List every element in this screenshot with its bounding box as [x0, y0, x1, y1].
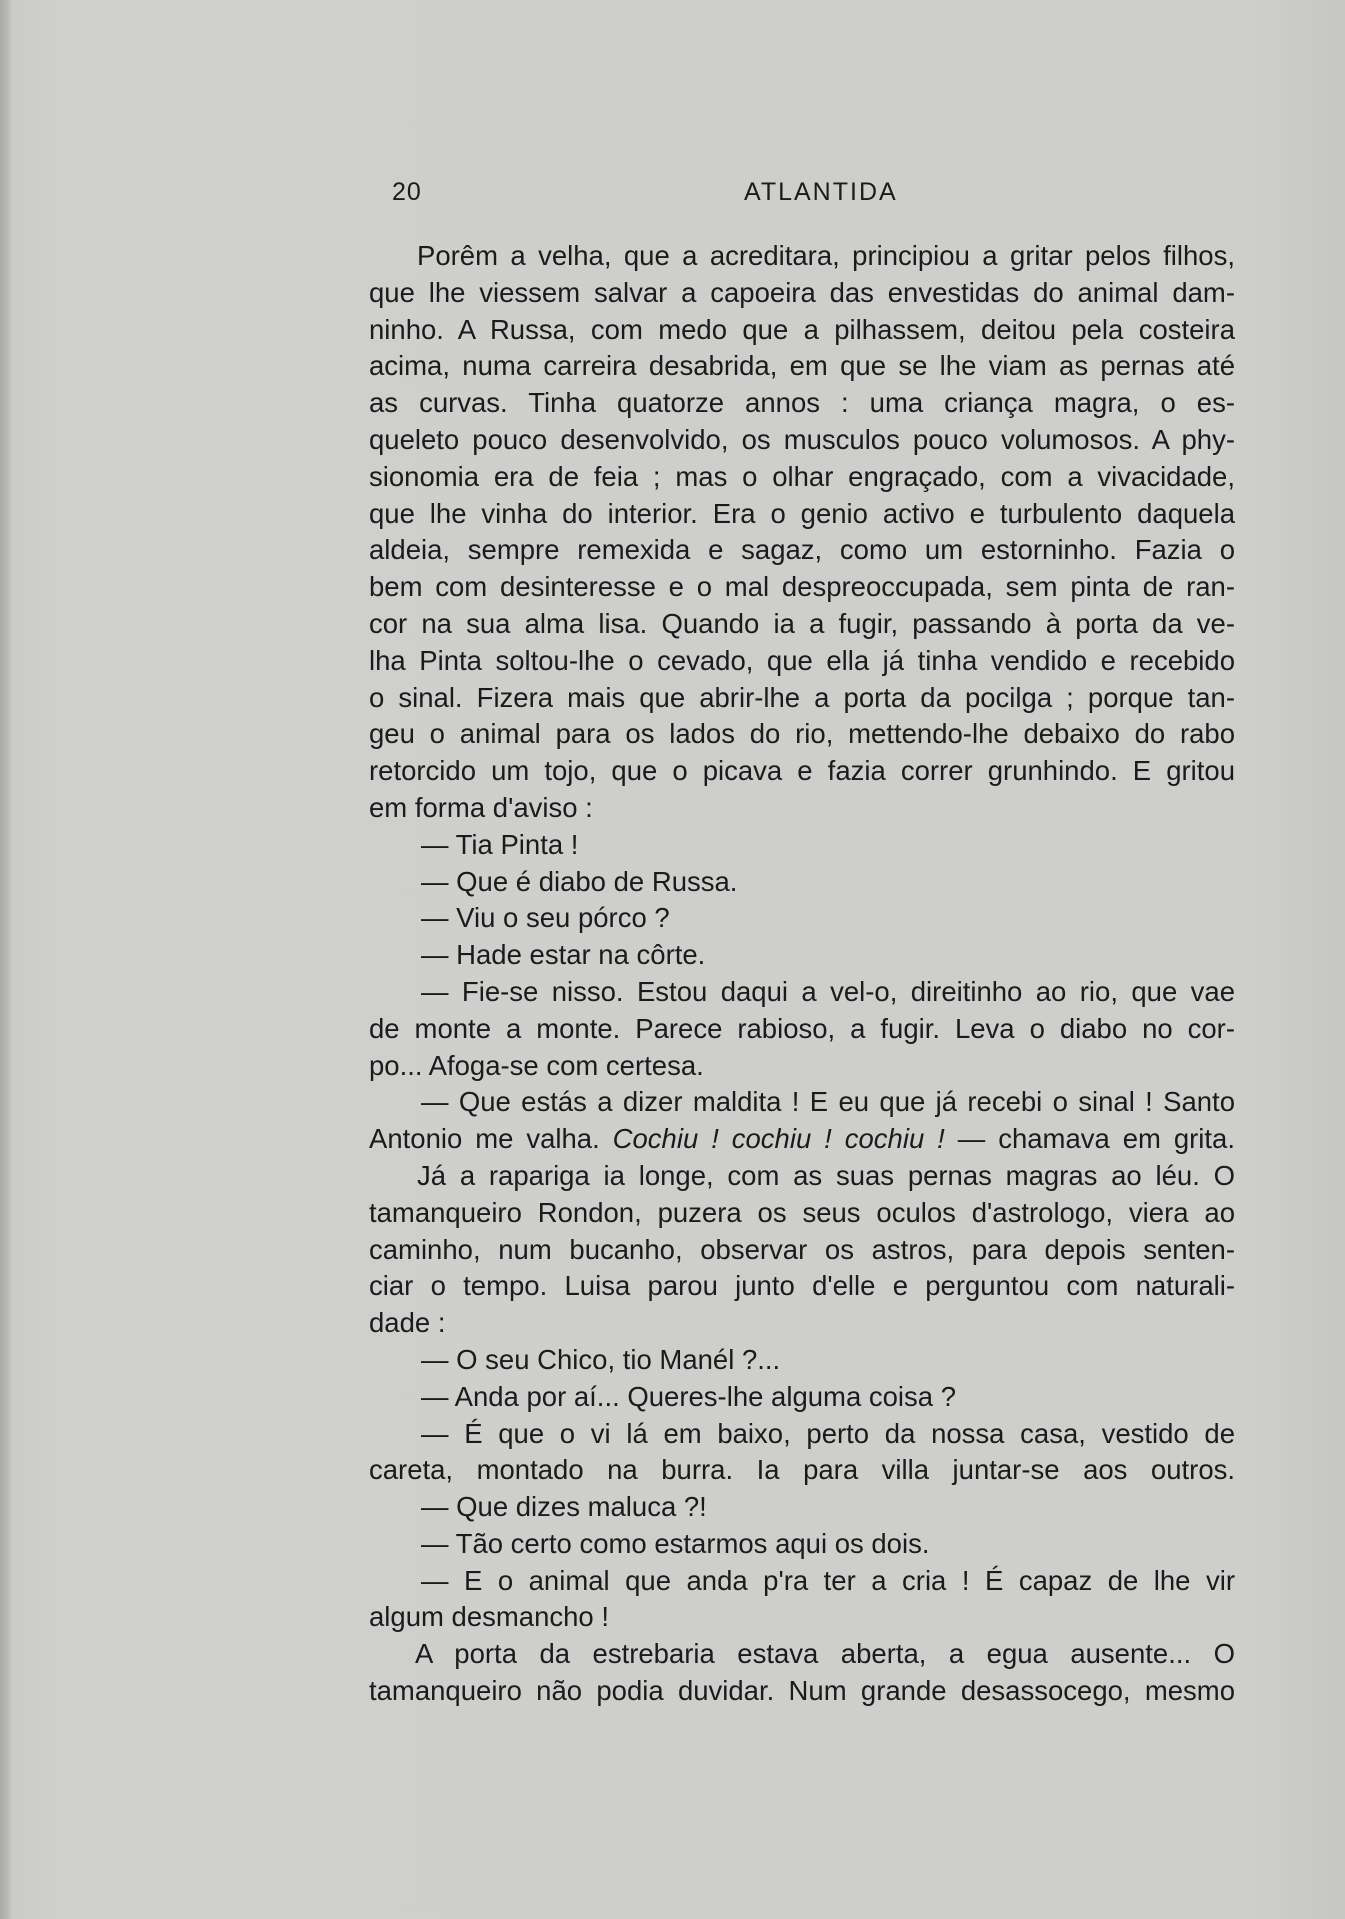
dialogue-line: — Que dizes maluca ?! — [421, 1491, 707, 1523]
text-line: A porta da estrebaria estava aberta, a egua ausente... O — [415, 1638, 1235, 1670]
text-line: as curvas. Tinha quatorze annos : uma criança magra, o es- — [369, 387, 1235, 419]
running-title: ATLANTIDA — [744, 178, 898, 206]
text-line: careta, montado na burra. Ia para villa juntar-se aos outros. — [369, 1454, 1235, 1486]
body-text — [369, 238, 1235, 1710]
text-line: tamanqueiro Rondon, puzera os seus oculos d'astrologo, viera ao — [369, 1196, 1235, 1228]
line-segment: — chamava em grita. — [957, 1123, 1235, 1155]
text-line: em forma d'aviso : — [369, 791, 593, 823]
text-line: dade : — [369, 1307, 446, 1339]
text-line: geu o animal para os lados do rio, mettendo-lhe debaixo do rabo — [369, 718, 1235, 750]
text-line: de monte a monte. Parece rabioso, a fugir. Leva o diabo no cor- — [369, 1012, 1235, 1044]
dialogue-line: — Que é diabo de Russa. — [421, 865, 738, 897]
text-line: que lhe viessem salvar a capoeira das envestidas do animal dam- — [369, 276, 1235, 308]
text-line: acima, numa carreira desabrida, em que se lhe viam as pernas até — [369, 350, 1235, 382]
text-line: ciar o tempo. Luisa parou junto d'elle e perguntou com naturali- — [369, 1270, 1235, 1302]
text-line: queleto pouco desenvolvido, os musculos pouco volumosos. A phy- — [369, 423, 1235, 455]
text-line: cor na sua alma lisa. Quando ia a fugir, passando à porta da ve- — [369, 607, 1235, 639]
text-line: bem com desinteresse e o mal despreoccupada, sem pinta de ran- — [369, 571, 1235, 603]
dialogue-line: — Fie-se nisso. Estou daqui a vel-o, direitinho ao rio, que vae — [421, 975, 1235, 1007]
text-line: caminho, num bucanho, observar os astros, para depois senten- — [369, 1233, 1235, 1265]
text-line: Porêm a velha, que a acreditara, principiou a gritar pelos filhos, — [417, 240, 1235, 271]
dialogue-line: — É que o vi lá em baixo, perto da nossa casa, vestido de — [421, 1417, 1235, 1449]
italic-call: Cochiu ! cochiu ! cochiu ! — [612, 1123, 945, 1155]
text-line: sionomia era de feia ; mas o olhar engraçado, com a vivacidade, — [369, 460, 1235, 492]
line-segment: Antonio me valha. — [369, 1123, 600, 1155]
text-line: que lhe vinha do interior. Era o genio activo e turbulento daquela — [369, 497, 1235, 529]
text-line: algum desmancho ! — [369, 1601, 609, 1633]
dialogue-line: — Tão certo como estarmos aqui os dois. — [421, 1527, 930, 1559]
dialogue-line: — Viu o seu pórco ? — [421, 902, 670, 934]
text-line: ninho. A Russa, com medo que a pilhassem, deitou pela costeira — [369, 313, 1235, 345]
page-edge-shadow — [0, 0, 12, 1919]
text-line: o sinal. Fizera mais que abrir-lhe a porta da pocilga ; porque tan- — [369, 681, 1235, 713]
dialogue-line: — Anda por aí... Queres-lhe alguma coisa ? — [421, 1380, 957, 1412]
dialogue-line: — Hade estar na côrte. — [421, 939, 706, 971]
text-line: po... Afoga-se com certesa. — [369, 1049, 704, 1081]
text-line: lha Pinta soltou-lhe o cevado, que ella já tinha vendido e recebido — [369, 644, 1235, 676]
dialogue-line: — Que estás a dizer maldita ! E eu que já recebi o sinal ! Santo — [421, 1086, 1235, 1118]
dialogue-line: — O seu Chico, tio Manél ?... — [421, 1343, 781, 1375]
page-header — [392, 178, 1042, 214]
text-line: aldeia, sempre remexida e sagaz, como um estorninho. Fazia o — [369, 534, 1235, 566]
text-line: retorcido um tojo, que o picava e fazia correr grunhindo. E gritou — [369, 755, 1235, 787]
text-line: Já a rapariga ia longe, com as suas pernas magras ao léu. O — [417, 1159, 1235, 1191]
dialogue-line: — Tia Pinta ! — [421, 828, 579, 860]
dialogue-line: — E o animal que anda p'ra ter a cria ! É capaz de lhe vir — [421, 1564, 1235, 1596]
page-number: 20 — [392, 178, 422, 206]
text-line: tamanqueiro não podia duvidar. Num grande desassocego, mesmo — [369, 1675, 1235, 1707]
mixed-italic-line — [369, 1121, 1235, 1158]
